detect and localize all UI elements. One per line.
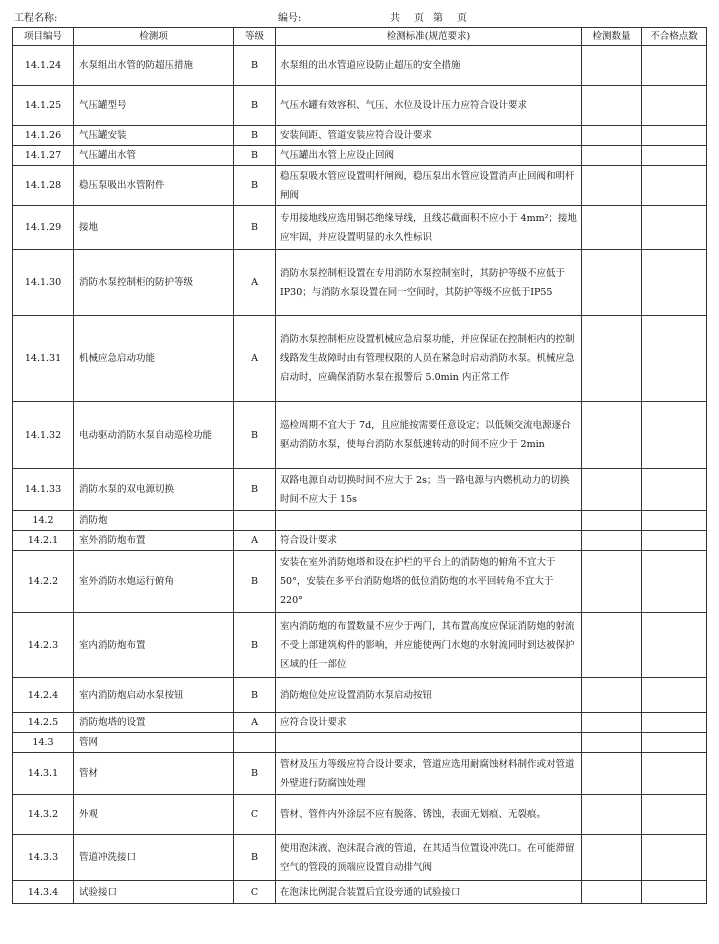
row-item: 管材: [74, 753, 234, 795]
row-grade: B: [234, 166, 276, 206]
row-defects: [642, 316, 707, 402]
number-label: 编号:: [278, 13, 302, 24]
row-defects: [642, 733, 707, 753]
row-defects: [642, 469, 707, 511]
row-standard: 双路电源自动切换时间不应大于 2s；当一路电源与内燃机动力的切换时间不应大于 15s: [276, 469, 582, 511]
row-quantity: [582, 713, 642, 733]
row-code: 14.1.32: [13, 402, 74, 469]
row-quantity: [582, 166, 642, 206]
row-quantity: [582, 146, 642, 166]
row-grade: B: [234, 126, 276, 146]
row-standard: 室内消防炮的布置数量不应少于两门，其布置高度应保证消防炮的射流不受上部建筑构件的影响，并应能使两门水炮的水射流同时到达被保护区域的任一部位: [276, 613, 582, 678]
row-code: 14.1.28: [13, 166, 74, 206]
current-label: 第: [433, 13, 443, 24]
row-grade: B: [234, 146, 276, 166]
row-item: 消防炮: [74, 511, 234, 531]
row-standard: 管材及压力等级应符合设计要求，管道应选用耐腐蚀材料制作或对管道外壁进行防腐蚀处理: [276, 753, 582, 795]
row-standard: 稳压泵吸水管应设置明杆闸阀，稳压泵出水管应设置消声止回阀和明杆闸阀: [276, 166, 582, 206]
row-code: 14.1.26: [13, 126, 74, 146]
row-item: 稳压泵吸出水管附件: [74, 166, 234, 206]
table-header-row: [13, 28, 707, 46]
row-grade: B: [234, 469, 276, 511]
table-row: [13, 678, 707, 713]
row-grade: A: [234, 713, 276, 733]
table-row: [13, 531, 707, 551]
row-code: 14.1.25: [13, 86, 74, 126]
inspection-table: [12, 27, 707, 904]
row-grade: [234, 733, 276, 753]
row-grade: C: [234, 795, 276, 835]
row-standard: 消防炮位处应设置消防水泵启动按钮: [276, 678, 582, 713]
row-grade: A: [234, 250, 276, 316]
row-standard: [276, 733, 582, 753]
table-row: [13, 250, 707, 316]
row-item: 室内消防炮启动水泵按钮: [74, 678, 234, 713]
row-quantity: [582, 86, 642, 126]
table-row: [13, 753, 707, 795]
row-standard: 应符合设计要求: [276, 713, 582, 733]
row-code: 14.1.33: [13, 469, 74, 511]
col-header-item: 检测项: [74, 28, 234, 46]
row-grade: B: [234, 46, 276, 86]
table-row: [13, 126, 707, 146]
row-defects: [642, 531, 707, 551]
col-header-defects: 不合格点数: [642, 28, 707, 46]
row-code: 14.2.2: [13, 551, 74, 613]
row-code: 14.2.5: [13, 713, 74, 733]
row-standard: [276, 511, 582, 531]
row-item: 室外消防炮布置: [74, 531, 234, 551]
row-item: 消防炮塔的设置: [74, 713, 234, 733]
row-code: 14.1.29: [13, 206, 74, 250]
row-item: 室内消防炮布置: [74, 613, 234, 678]
row-standard: 消防水泵控制柜设置在专用消防水泵控制室时，其防护等级不应低于IP30；与消防水泵设置在同一空间时，其防护等级不应低于IP55: [276, 250, 582, 316]
row-quantity: [582, 126, 642, 146]
row-item: 消防水泵的双电源切换: [74, 469, 234, 511]
row-code: 14.2: [13, 511, 74, 531]
row-code: 14.3.3: [13, 835, 74, 881]
row-code: 14.2.1: [13, 531, 74, 551]
row-code: 14.3: [13, 733, 74, 753]
row-grade: B: [234, 613, 276, 678]
project-name-label: 工程名称:: [14, 13, 58, 24]
row-grade: [234, 511, 276, 531]
row-defects: [642, 402, 707, 469]
row-grade: B: [234, 753, 276, 795]
page-unit-label-2: 页: [457, 13, 467, 24]
row-item: 气压罐安装: [74, 126, 234, 146]
table-row: [13, 551, 707, 613]
row-defects: [642, 250, 707, 316]
row-grade: C: [234, 881, 276, 904]
row-quantity: [582, 402, 642, 469]
row-quantity: [582, 316, 642, 402]
row-item: 气压罐型号: [74, 86, 234, 126]
row-item: 水泵组出水管的防超压措施: [74, 46, 234, 86]
table-row: [13, 511, 707, 531]
row-item: 室外消防水炮运行俯角: [74, 551, 234, 613]
row-item: 电动驱动消防水泵自动巡检功能: [74, 402, 234, 469]
row-quantity: [582, 511, 642, 531]
row-defects: [642, 511, 707, 531]
row-standard: 在泡沫比例混合装置后宜设旁通的试验接口: [276, 881, 582, 904]
row-quantity: [582, 206, 642, 250]
row-standard: 安装间距、管道安装应符合设计要求: [276, 126, 582, 146]
row-grade: B: [234, 402, 276, 469]
row-defects: [642, 46, 707, 86]
row-item: 试验接口: [74, 881, 234, 904]
row-item: 机械应急启动功能: [74, 316, 234, 402]
table-row: [13, 613, 707, 678]
row-item: 气压罐出水管: [74, 146, 234, 166]
table-row: [13, 206, 707, 250]
table-row: [13, 713, 707, 733]
row-code: 14.1.24: [13, 46, 74, 86]
row-defects: [642, 613, 707, 678]
row-grade: B: [234, 835, 276, 881]
row-standard: 水泵组的出水管道应设防止超压的安全措施: [276, 46, 582, 86]
row-standard: 安装在室外消防炮塔和设在护栏的平台上的消防炮的俯角不宜大于 50°，安装在多平台消防炮塔的低位消防炮的水平回转角不宜大于 220°: [276, 551, 582, 613]
row-quantity: [582, 531, 642, 551]
row-grade: A: [234, 316, 276, 402]
row-item: 消防水泵控制柜的防护等级: [74, 250, 234, 316]
row-standard: 巡检周期不宜大于 7d，且应能按需要任意设定；以低频交流电源逐台驱动消防水泵，使每台消防水泵低速转动的时间不应少于 2min: [276, 402, 582, 469]
row-item: 管道冲洗接口: [74, 835, 234, 881]
row-defects: [642, 795, 707, 835]
row-code: 14.2.3: [13, 613, 74, 678]
col-header-code: 项目编号: [13, 28, 74, 46]
table-row: [13, 402, 707, 469]
row-quantity: [582, 613, 642, 678]
row-standard: 管材、管件内外涂层不应有脱落、锈蚀，表面无划痕、无裂痕。: [276, 795, 582, 835]
table-row: [13, 46, 707, 86]
row-item: 接地: [74, 206, 234, 250]
row-grade: B: [234, 86, 276, 126]
row-defects: [642, 881, 707, 904]
row-code: 14.3.4: [13, 881, 74, 904]
row-code: 14.1.30: [13, 250, 74, 316]
document-header: [0, 0, 719, 24]
row-defects: [642, 166, 707, 206]
row-code: 14.1.27: [13, 146, 74, 166]
col-header-grade: 等级: [234, 28, 276, 46]
row-defects: [642, 835, 707, 881]
row-quantity: [582, 46, 642, 86]
col-header-quantity: 检测数量: [582, 28, 642, 46]
table-row: [13, 166, 707, 206]
row-quantity: [582, 678, 642, 713]
row-standard: 使用泡沫液、泡沫混合液的管道，在其适当位置设冲洗口。在可能滞留空气的管段的顶端应设置自动排气阀: [276, 835, 582, 881]
table-row: [13, 835, 707, 881]
row-grade: B: [234, 551, 276, 613]
page-unit-label: 页: [414, 13, 424, 24]
table-row: [13, 795, 707, 835]
row-standard: 符合设计要求: [276, 531, 582, 551]
row-defects: [642, 126, 707, 146]
table-row: [13, 316, 707, 402]
row-quantity: [582, 250, 642, 316]
row-quantity: [582, 795, 642, 835]
row-defects: [642, 713, 707, 733]
row-defects: [642, 678, 707, 713]
row-item: 外观: [74, 795, 234, 835]
row-defects: [642, 86, 707, 126]
row-item: 管网: [74, 733, 234, 753]
row-defects: [642, 551, 707, 613]
row-code: 14.2.4: [13, 678, 74, 713]
table-row: [13, 469, 707, 511]
row-grade: B: [234, 678, 276, 713]
row-defects: [642, 753, 707, 795]
row-code: 14.3.1: [13, 753, 74, 795]
table-row: [13, 881, 707, 904]
table-row: [13, 86, 707, 126]
total-label: 共: [390, 13, 400, 24]
row-standard: 气压罐出水管上应设止回阀: [276, 146, 582, 166]
row-code: 14.1.31: [13, 316, 74, 402]
row-quantity: [582, 551, 642, 613]
row-defects: [642, 206, 707, 250]
row-quantity: [582, 753, 642, 795]
row-quantity: [582, 835, 642, 881]
row-grade: A: [234, 531, 276, 551]
row-standard: 专用接地线应选用铜芯绝缘导线，且线芯截面积不应小于 4mm²；接地应牢固，并应设置明显的永久性标识: [276, 206, 582, 250]
row-quantity: [582, 469, 642, 511]
row-defects: [642, 146, 707, 166]
row-code: 14.3.2: [13, 795, 74, 835]
table-row: [13, 733, 707, 753]
row-standard: 气压水罐有效容积、气压、水位及设计压力应符合设计要求: [276, 86, 582, 126]
table-row: [13, 146, 707, 166]
row-quantity: [582, 733, 642, 753]
row-standard: 消防水泵控制柜应设置机械应急启泵功能，并应保证在控制柜内的控制线路发生故障时由有管理权限的人员在紧急时启动消防水泵。机械应急启动时，应确保消防水泵在报警后 5.0min 内正常工作: [276, 316, 582, 402]
col-header-standard: 检测标准(规范要求): [276, 28, 582, 46]
row-quantity: [582, 881, 642, 904]
row-grade: B: [234, 206, 276, 250]
